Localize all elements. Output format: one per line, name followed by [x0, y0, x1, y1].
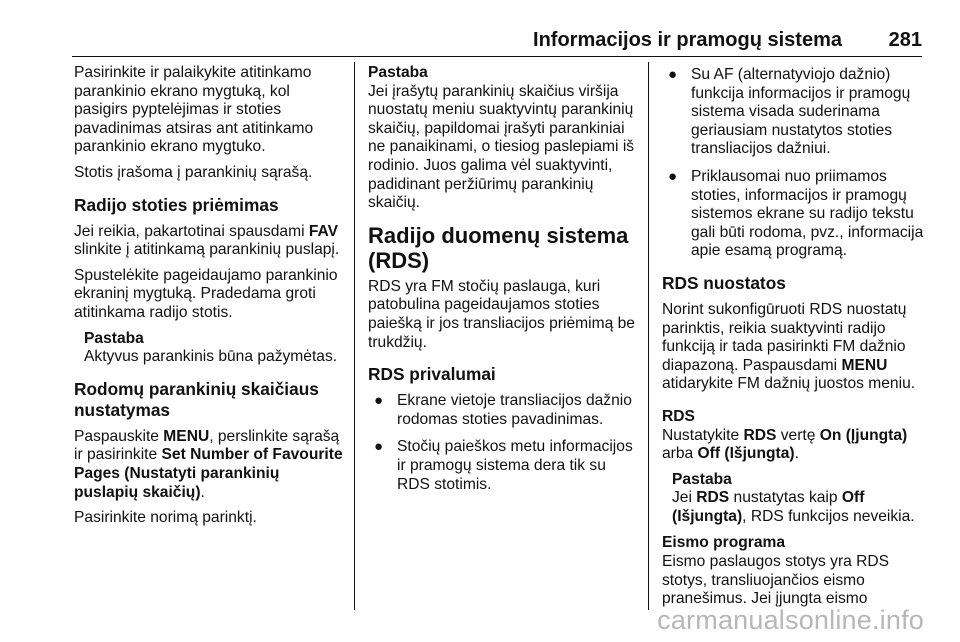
paragraph: Pasirinkite norimą parinktį.: [74, 509, 257, 527]
text: , perslinkite sąrašą ir pasirinkite: [74, 427, 340, 464]
paragraph: [662, 301, 926, 394]
option-label: Set Number of Favourite Pages (Nustatyti parankinių puslapių skaičių): [74, 446, 343, 501]
list-item: [368, 392, 636, 429]
bullet-list: [368, 392, 636, 494]
text: Jei reikia, pakartotinai spausdami: [74, 222, 309, 240]
page-header: [72, 0, 922, 58]
list-item: [662, 168, 926, 261]
text: , RDS funkcijos neveikia.: [742, 507, 915, 525]
note: [74, 330, 344, 367]
paragraph: Pasirinkite ir palaikykite atitinkamo parankinio ekrano mygtuką, kol pasigirs pyptelėjimas ir stoties pavadinimas atsiras ant atitinkamo parankinio ekrano mygtuko.: [74, 64, 314, 156]
bullet-icon: ●: [668, 66, 678, 83]
bullet-list: [662, 66, 926, 261]
text: Nustatykite: [662, 426, 744, 444]
heading-rds-settings: RDS nuostatos: [662, 272, 786, 293]
bullet-icon: ●: [374, 392, 384, 410]
watermark: carmanualsonline.info: [657, 605, 924, 635]
list-item-text: Su AF (alternatyviojo dažnio) funkcija informacijos ir pramogų sistema visada suderinama geriausiam nustatytos stoties transliacijos dažniui.: [691, 66, 911, 158]
list-item: [368, 438, 636, 494]
text: Norint sukonfigūruoti RDS nuostatų parinktis, reikia suaktyvinti radijo funkciją ir tada pasirinkti FM dažnio diapazoną. Paspausdami: [662, 300, 907, 374]
on-label: On (Įjungta): [819, 426, 908, 444]
paragraph: Eismo paslaugos stotys yra RDS stotys, transliuojančios eismo pranešimus. Jei įjungta eismo: [662, 553, 890, 608]
off-label: Off (Išjungta): [672, 489, 865, 525]
paragraph: [74, 428, 344, 502]
note-text: Aktyvus parankinis būna pažymėtas.: [84, 348, 338, 366]
heading-rds-advantages: RDS privalumai: [368, 364, 496, 385]
paragraph: Spustelėkite pageidaujamo parankinio ekraninį mygtuką. Pradedama groti atitinkama radijo stotis.: [74, 266, 338, 321]
header-rule: [72, 56, 922, 57]
note-title: Pastaba: [368, 64, 428, 81]
menu-label: MENU: [841, 356, 888, 374]
off-label: Off (Išjungta): [697, 445, 795, 463]
rds-label: RDS: [696, 489, 730, 507]
text: nustatytas kaip: [729, 489, 842, 507]
heading-traffic-program: Eismo programa: [662, 534, 786, 552]
paragraph: RDS yra FM stočių paslauga, kuri patobulina pageidaujamos stoties paiešką ir jos transliacijos priėmimą be trukdžių.: [368, 277, 635, 351]
paragraph: [74, 223, 344, 260]
menu-label: MENU: [163, 427, 210, 445]
column-divider-2: [648, 62, 649, 610]
column-3: [662, 64, 926, 616]
page-title: Informacijos ir pramogų sistema: [533, 29, 842, 51]
note-title: Pastaba: [84, 329, 144, 347]
text: atidarykite FM dažnių juostos meniu.: [662, 375, 916, 393]
note-text: Jei įrašytų parankinių skaičius viršija nuostatų meniu suaktyvintų parankinių skaičių, papildomai įrašyti parankiniai ne panaikinami, o tiesiog paslepiami iš rodinio. Juos galima vėl suaktyvinti, padidinant peržiūrimų parankinių skaičių.: [368, 82, 635, 212]
text: .: [794, 445, 799, 463]
heading-rds-option: RDS: [662, 407, 695, 425]
text: arba: [662, 445, 698, 463]
bullet-icon: ●: [668, 167, 678, 185]
rds-label: RDS: [743, 426, 777, 444]
text: .: [200, 483, 205, 501]
page-number: 281: [888, 29, 922, 51]
column-2: [368, 64, 636, 503]
heading-rds: Radijo duomenų sistema (RDS): [368, 222, 629, 273]
column-divider-1: [354, 62, 355, 610]
column-1: [74, 64, 344, 535]
bullet-icon: ●: [374, 438, 384, 456]
text: Jei: [672, 489, 697, 507]
note-title: Pastaba: [672, 470, 732, 488]
text: vertę: [776, 426, 820, 444]
paragraph: Stotis įrašoma į parankinių sąrašą.: [74, 163, 313, 181]
list-item-text: Stočių paieškos metu informacijos ir pramogų sistema dera tik su RDS stotimis.: [397, 438, 633, 493]
text: slinkite į atitinkamą parankinių puslapį.: [74, 241, 340, 259]
note: [662, 471, 926, 527]
list-item: [662, 66, 926, 159]
paragraph: [662, 427, 926, 464]
note: [368, 64, 636, 213]
heading-favourites-count: Rodomų parankinių skaičiaus nustatymas: [74, 378, 319, 420]
text: Paspauskite: [74, 427, 164, 445]
list-item-text: Ekrane vietoje transliacijos dažnio rodomas stoties pavadinimas.: [397, 392, 632, 428]
fav-label: FAV: [308, 222, 339, 240]
list-item-text: Priklausomai nuo priimamos stoties, informacijos ir pramogų sistemos ekrane su radijo tekstu gali būti rodoma, pvz., informacija apie esamą programą.: [691, 167, 924, 260]
heading-radio-receiving: Radijo stoties priėmimas: [74, 194, 279, 215]
